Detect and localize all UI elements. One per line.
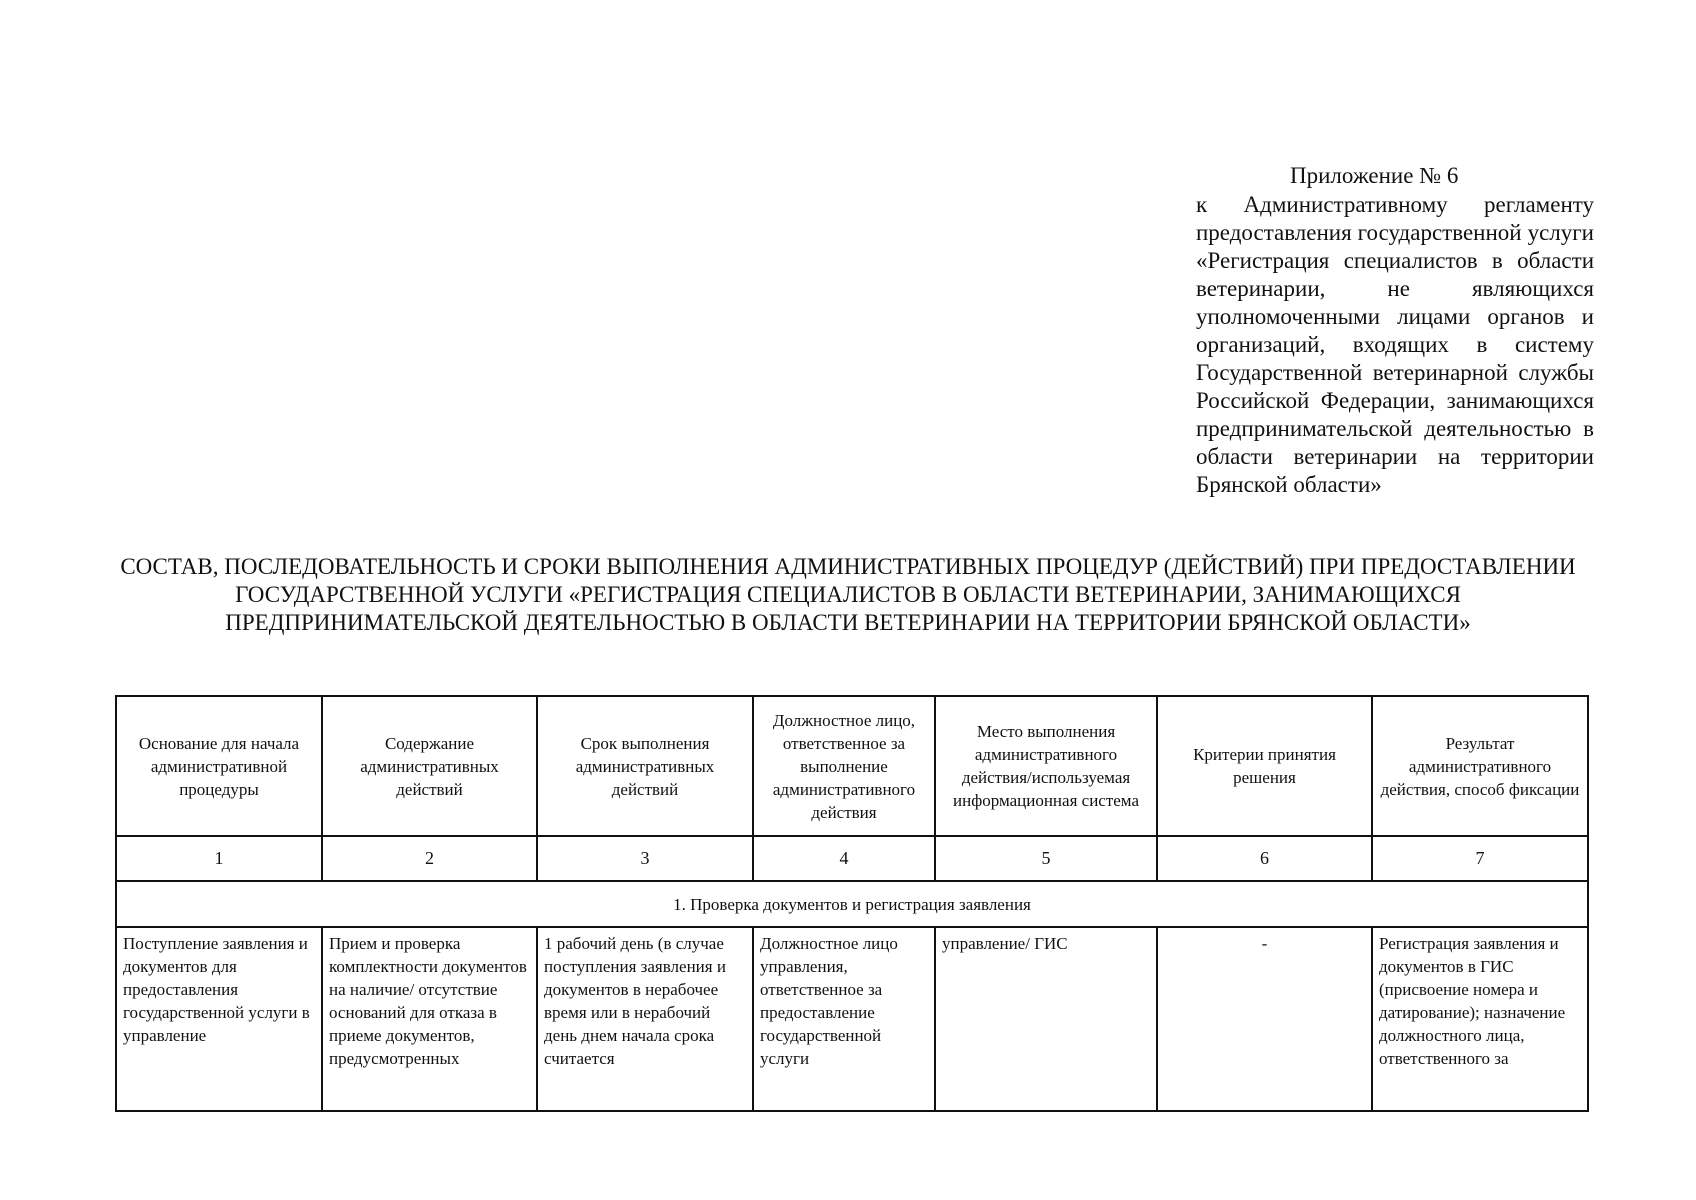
header-cell: Результат административного действия, способ фиксации [1372, 696, 1588, 836]
column-number: 3 [537, 836, 753, 881]
column-number: 5 [935, 836, 1157, 881]
table-cell: - [1157, 927, 1372, 1111]
header-cell: Основание для начала административной процедуры [116, 696, 322, 836]
table-cell: 1 рабочий день (в случае поступления заявления и документов в нерабочее время или в нерабочий день днем начала срока считается [537, 927, 753, 1111]
column-number: 6 [1157, 836, 1372, 881]
column-number: 1 [116, 836, 322, 881]
header-cell: Должностное лицо, ответственное за выполнение административного действия [753, 696, 935, 836]
appendix-block [1196, 162, 1594, 499]
header-cell: Место выполнения административного действия/используемая информационная система [935, 696, 1157, 836]
header-cell: Содержание административных действий [322, 696, 537, 836]
appendix-text: к Административному регламенту предоставления государственной услуги «Регистрация специалистов в области ветеринарии, не являющихся уполномоченными лицами органов и организаций, входящих в систему Государственной ветеринарной службы Российской Федерации, занимающихся предпринимательской деятельностью в области ветеринарии на территории Брянской области» [1196, 192, 1594, 497]
document-heading: СОСТАВ, ПОСЛЕДОВАТЕЛЬНОСТЬ И СРОКИ ВЫПОЛНЕНИЯ АДМИНИСТРАТИВНЫХ ПРОЦЕДУР (ДЕЙСТВИЙ) ПРИ ПРЕДОСТАВЛЕНИИ ГОСУДАРСТВЕННОЙ УСЛУГИ «РЕГИСТРАЦИЯ СПЕЦИАЛИСТОВ В ОБЛАСТИ ВЕТЕРИНАРИИ, ЗАНИМАЮЩИХСЯ ПРЕДПРИНИМАТЕЛЬСКОЙ ДЕЯТЕЛЬНОСТЬЮ В ОБЛАСТИ ВЕТЕРИНАРИИ НА ТЕРРИТОРИИ БРЯНСКОЙ ОБЛАСТИ» [120, 554, 1576, 635]
column-number-row [116, 836, 1588, 881]
table-cell: управление/ ГИС [935, 927, 1157, 1111]
header-cell: Критерии принятия решения [1157, 696, 1372, 836]
table-row [116, 927, 1588, 1111]
procedures-table [115, 695, 1589, 1112]
column-number: 7 [1372, 836, 1588, 881]
appendix-title: Приложение № 6 [1290, 163, 1459, 188]
column-number: 2 [322, 836, 537, 881]
section-title: 1. Проверка документов и регистрация заявления [116, 881, 1588, 927]
section-row [116, 881, 1588, 927]
column-number: 4 [753, 836, 935, 881]
header-cell: Срок выполнения административных действий [537, 696, 753, 836]
table-cell: Поступление заявления и документов для предоставления государственной услуги в управление [116, 927, 322, 1111]
table-cell: Должностное лицо управления, ответственное за предоставление государственной услуги [753, 927, 935, 1111]
table-cell: Регистрация заявления и документов в ГИС (присвоение номера и датирование); назначение должностного лица, ответственного за [1372, 927, 1588, 1111]
table-cell: Прием и проверка комплектности документов на наличие/ отсутствие оснований для отказа в приеме документов, предусмотренных [322, 927, 537, 1111]
table-header-row [116, 696, 1588, 836]
